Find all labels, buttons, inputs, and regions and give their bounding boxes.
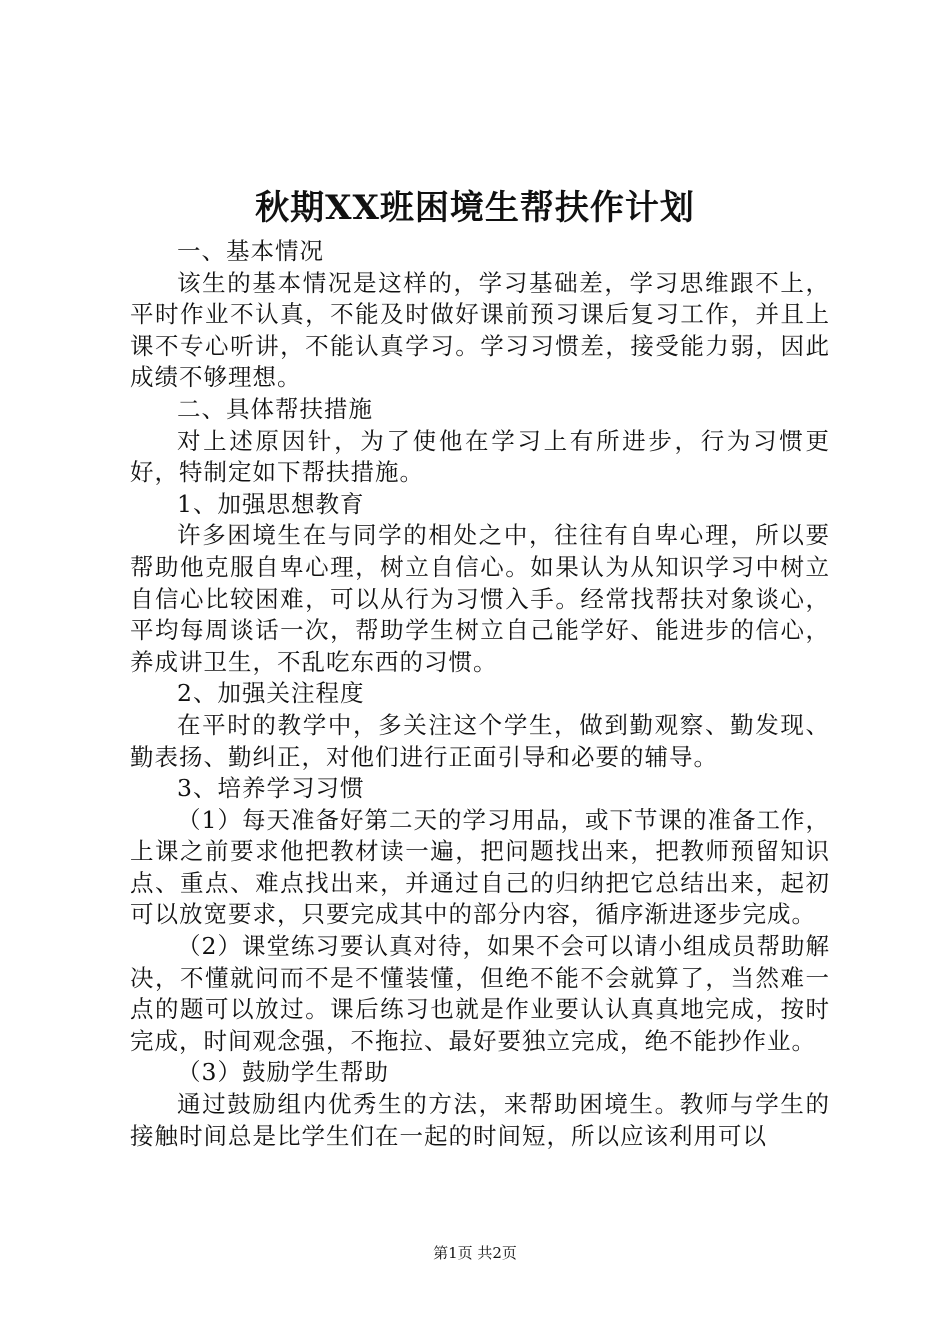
paragraph: 对上述原因针，为了使他在学习上有所进步，行为习惯更好，特制定如下帮扶措施。 bbox=[130, 426, 830, 487]
subsection-heading: 3、培养学习习惯 bbox=[177, 774, 365, 803]
subsection-heading: 2、加强关注程度 bbox=[177, 679, 365, 708]
paragraph: 该生的基本情况是这样的，学习基础差，学习思维跟不上，平时作业不认真，不能及时做好课前预习课后复习工作，并且上课不专心听讲，不能认真学习。学习习惯差，接受能力弱，因此成绩不够理想。 bbox=[130, 268, 830, 392]
document-body bbox=[130, 236, 830, 1152]
paragraph: 通过鼓励组内优秀生的方法，来帮助困境生。教师与学生的接触时间总是比学生们在一起的时间短，所以应该利用可以 bbox=[130, 1090, 830, 1150]
paragraph: （2）课堂练习要认真对待，如果不会可以请小组成员帮助解决，不懂就问而不是不懂装懂，但绝不能不会就算了，当然难一点的题可以放过。课后练习也就是作业要认认真真地完成，按时完成，时间观念强，不拖拉、最好要独立完成，绝不能抄作业。 bbox=[130, 932, 830, 1055]
paragraph: （3）鼓励学生帮助 bbox=[177, 1058, 389, 1087]
paragraph: 许多困境生在与同学的相处之中，往往有自卑心理，所以要帮助他克服自卑心理，树立自信心。如果认为从知识学习中树立自信心比较困难，可以从行为习惯入手。经常找帮扶对象谈心，平均每周谈话一次，帮助学生树立自己能学好、能进步的信心，养成讲卫生，不乱吃东西的习惯。 bbox=[130, 521, 830, 676]
document-title: 秋期XX班困境生帮扶作计划 bbox=[255, 188, 695, 228]
page-footer: 第1页 共2页 bbox=[433, 1244, 517, 1262]
section-heading-basic-situation: 一、基本情况 bbox=[177, 237, 324, 265]
paragraph: 在平时的教学中，多关注这个学生，做到勤观察、勤发现、勤表扬、勤纠正，对他们进行正面引导和必要的辅导。 bbox=[130, 710, 830, 771]
section-heading-measures: 二、具体帮扶措施 bbox=[177, 394, 373, 423]
paragraph: （1）每天准备好第二天的学习用品，或下节课的准备工作，上课之前要求他把教材读一遍，把问题找出来，把教师预留知识点、重点、难点找出来，并通过自己的归纳把它总结出来，起初可以放宽要求，只要完成其中的部分内容，循序渐进逐步完成。 bbox=[130, 805, 830, 929]
subsection-heading: 1、加强思想教育 bbox=[177, 489, 365, 518]
